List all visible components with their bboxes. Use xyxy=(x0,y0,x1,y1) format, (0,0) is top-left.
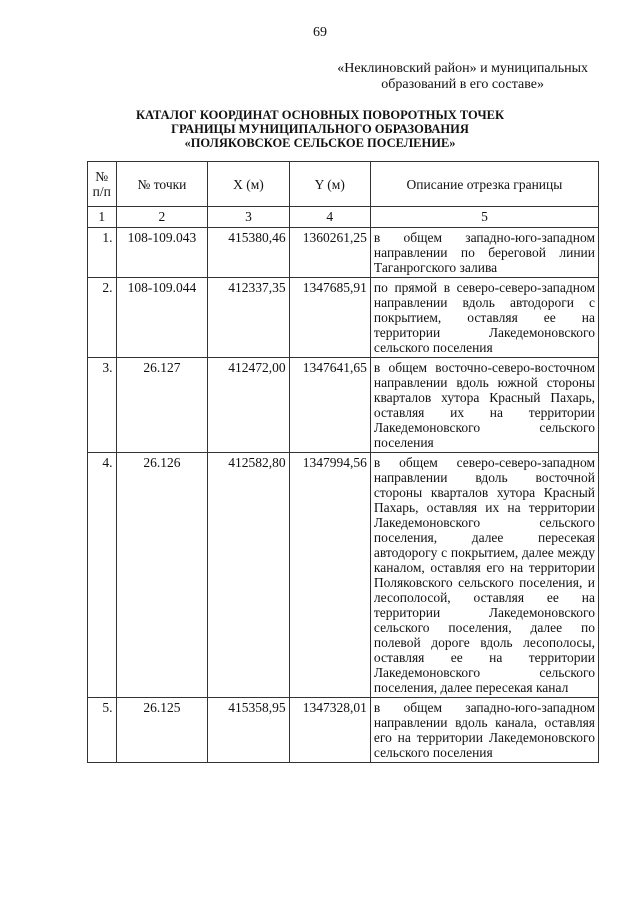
y-coordinate: 1347994,56 xyxy=(289,453,370,698)
y-coordinate: 1347328,01 xyxy=(289,698,370,763)
column-index: 3 xyxy=(208,207,289,228)
catalog-title-line: «ПОЛЯКОВСКОЕ СЕЛЬСКОЕ ПОСЕЛЕНИЕ» xyxy=(184,136,456,150)
x-coordinate: 415358,95 xyxy=(208,698,289,763)
page-number: 69 xyxy=(313,25,327,40)
point-id: 26.127 xyxy=(116,358,208,453)
row-number: 2. xyxy=(88,278,117,358)
x-coordinate: 415380,46 xyxy=(208,228,289,278)
point-id: 108-109.043 xyxy=(116,228,208,278)
table-row xyxy=(88,278,599,358)
point-id: 26.125 xyxy=(116,698,208,763)
column-index: 2 xyxy=(116,207,208,228)
point-id: 108-109.044 xyxy=(116,278,208,358)
column-index: 1 xyxy=(88,207,117,228)
table-row xyxy=(88,698,599,763)
header-point: № точки xyxy=(116,162,208,207)
catalog-title xyxy=(0,108,640,150)
column-index: 5 xyxy=(370,207,598,228)
x-coordinate: 412472,00 xyxy=(208,358,289,453)
table-row xyxy=(88,453,599,698)
header-note xyxy=(337,61,588,93)
segment-description: в общем восточно-северо-восточном направлении вдоль южной стороны кварталов хутора Красный Пахарь, оставляя их на территории Лакедемоновского сельского поселения xyxy=(370,358,598,453)
y-coordinate: 1347641,65 xyxy=(289,358,370,453)
point-id: 26.126 xyxy=(116,453,208,698)
header-number-symbol: № xyxy=(95,169,109,184)
header-note-line: образований в его составе» xyxy=(381,77,544,92)
header-number-abbrev: п/п xyxy=(92,184,111,199)
x-coordinate: 412582,80 xyxy=(208,453,289,698)
segment-description: в общем северо-северо-западном направлении вдоль восточной стороны кварталов хутора Красный Пахарь, оставляя их на территории Лакедемоновского сельского поселения, далее пересекая автодорогу с покрытием, далее между каналом, оставляя его на территории Поляковского сельского поселения, и лесополосой, оставляя ее на территории Лакедемоновского сельского поселения, далее по полевой дороге вдоль лесополосы, оставляя ее на территории Лакедемоновского сельского поселения, далее пересекая канал xyxy=(370,453,598,698)
y-coordinate: 1347685,91 xyxy=(289,278,370,358)
table-row xyxy=(88,228,599,278)
catalog-title-line: КАТАЛОГ КООРДИНАТ ОСНОВНЫХ ПОВОРОТНЫХ ТОЧЕК xyxy=(135,108,505,122)
row-number: 1. xyxy=(88,228,117,278)
table-header-row xyxy=(88,162,599,207)
header-description: Описание отрезка границы xyxy=(370,162,598,207)
segment-description: в общем западно-юго-западном направлении вдоль канала, оставляя его на территории Лакедемоновского сельского поселения xyxy=(370,698,598,763)
table-row xyxy=(88,358,599,453)
coordinates-table xyxy=(87,161,599,763)
column-index: 4 xyxy=(289,207,370,228)
header-note-line: «Неклиновский район» и муниципальных xyxy=(337,61,588,76)
header-number xyxy=(88,162,117,207)
row-number: 5. xyxy=(88,698,117,763)
header-x: X (м) xyxy=(208,162,289,207)
y-coordinate: 1360261,25 xyxy=(289,228,370,278)
segment-description: по прямой в северо-северо-западном направлении вдоль автодороги с покрытием, оставляя ее на территории Лакедемоновского сельского поселения xyxy=(370,278,598,358)
row-number: 3. xyxy=(88,358,117,453)
segment-description: в общем западно-юго-западном направлении по береговой линии Таганрогского залива xyxy=(370,228,598,278)
column-index-row xyxy=(88,207,599,228)
header-y: Y (м) xyxy=(289,162,370,207)
catalog-title-line: ГРАНИЦЫ МУНИЦИПАЛЬНОГО ОБРАЗОВАНИЯ xyxy=(171,122,469,136)
row-number: 4. xyxy=(88,453,117,698)
x-coordinate: 412337,35 xyxy=(208,278,289,358)
